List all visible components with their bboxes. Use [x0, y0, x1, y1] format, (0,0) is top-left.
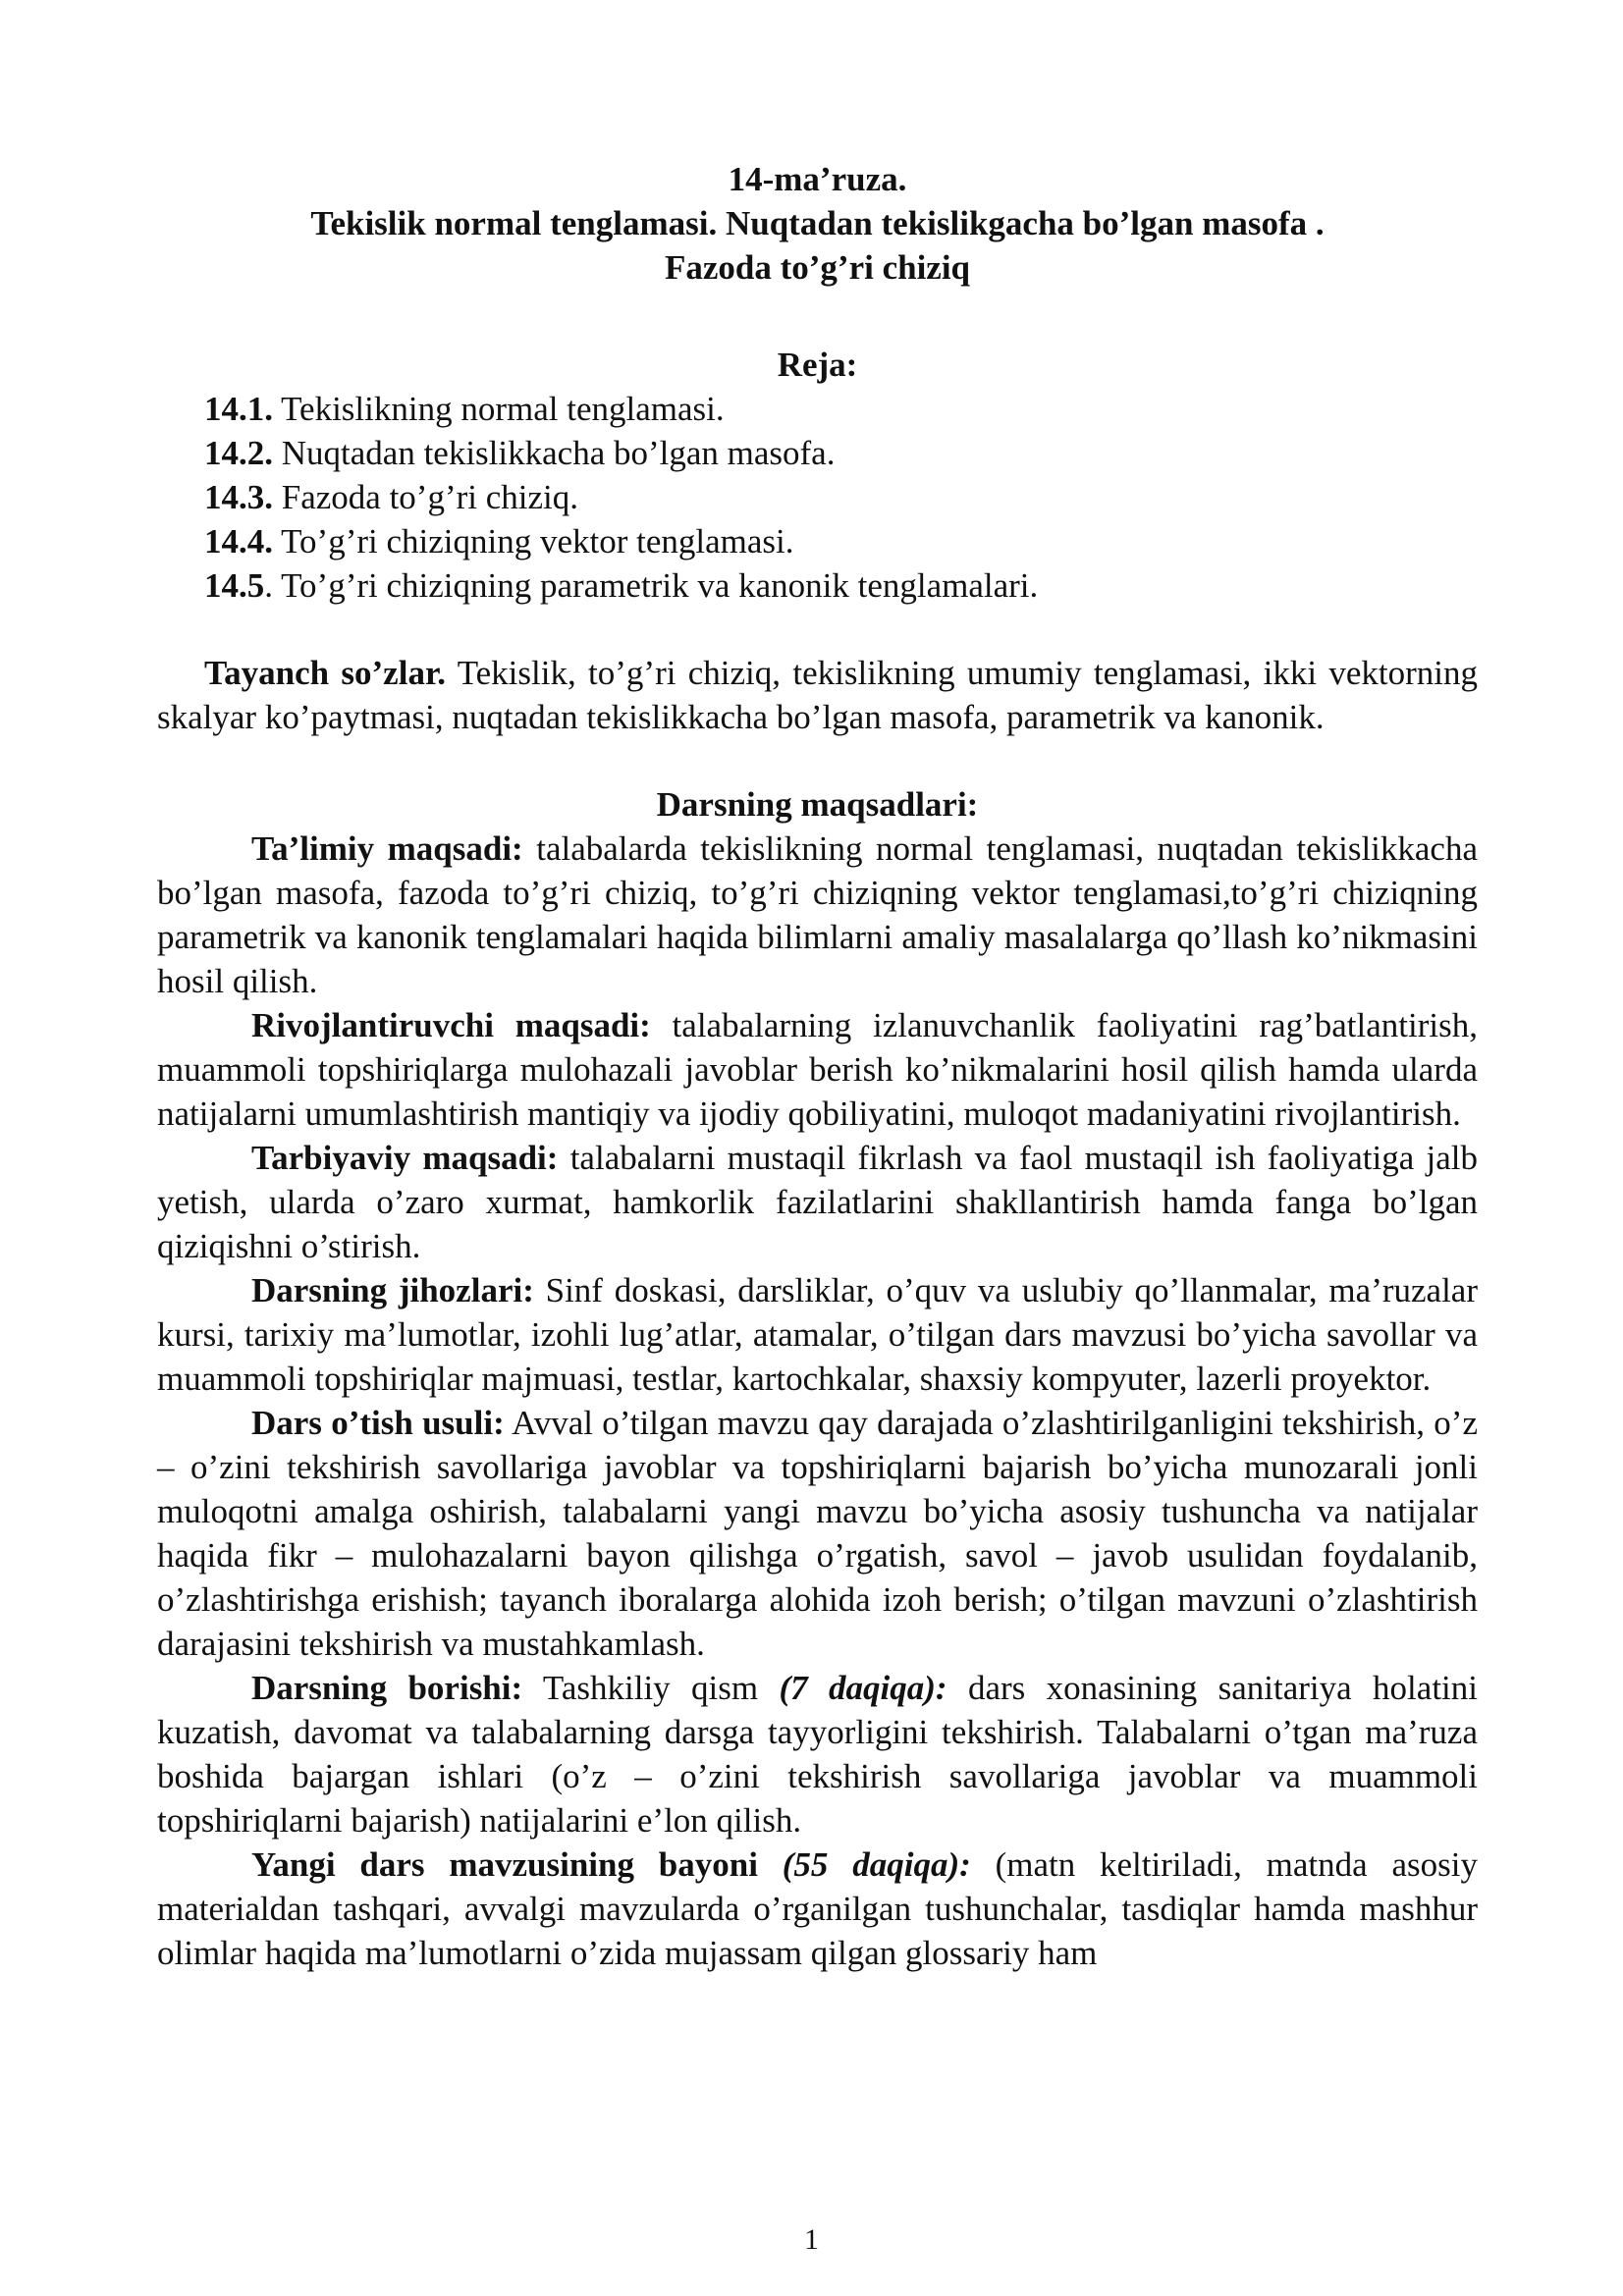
teaching-method-paragraph [157, 1401, 1478, 1666]
developmental-goal-label: Rivojlantiruvchi maqsadi: [251, 1006, 651, 1044]
upbringing-goal-label: Tarbiyaviy maqsadi: [251, 1139, 559, 1177]
lesson-course-intro: Tashkiliy qism [522, 1669, 780, 1707]
title-line-2: Fazoda to’g’ri chiziq [664, 248, 971, 287]
lesson-course-label: Darsning borishi: [251, 1669, 523, 1707]
keywords-label: Tayanch so’zlar. [204, 654, 447, 692]
plan-item-number: 14.2. [204, 434, 273, 472]
educational-goal-text: talabalarda tekislikning normal tenglamasi, nuqtadan tekislikkacha bo’lgan masofa, fazoda to’g’ri chiziq, to’g’ri chiziqning vektor tenglamasi,to’g’ri chiziqning parametrik va kanonik tenglamalari haqida bilimlarni amaliy masalalarga qo’llash ko’nikmasini hosil qilish. [157, 829, 1478, 1000]
new-topic-duration: (55 daqiqa): [757, 1845, 971, 1884]
developmental-goal-text: talabalarning izlanuvchanlik faoliyatini rag’batlantirish, muammoli topshiriqlarga mulohazali javoblar berish ko’nikmalarini hosil qilish hamda ularda natijalarni umumlashtirish mantiqiy va ijodiy qobiliyatini, muloqot madaniyatini rivojlantirish. [157, 1006, 1478, 1133]
plan-list [157, 387, 1478, 608]
upbringing-goal-text: talabalarni mustaqil fikrlash va faol mustaqil ish faoliyatiga jalb yetish, ularda o’zaro xurmat, hamkorlik fazilatlarini shakllantirish hamda fanga bo’lgan qiziqishni o’stirish. [157, 1139, 1478, 1265]
plan-item [204, 519, 1478, 563]
equipment-text: Sinf doskasi, darsliklar, o’quv va uslubiy qo’llanmalar, ma’ruzalar kursi, tarixiy ma’lumotlar, izohli lug’atlar, atamalar, o’tilgan dars mavzusi bo’yicha savollar va muammoli topshiriqlar majmuasi, testlar, kartochkalar, shaxsiy kompyuter, lazerli proyektor. [157, 1271, 1478, 1398]
teaching-method-text: Avval o’tilgan mavzu qay darajada o’zlashtirilganligini tekshirish, o’z – o’zini tekshirish savollariga javoblar va topshiriqlarni bajarish bo’yicha munozarali jonli muloqotni amalga oshirish, talabalarni yangi mavzu bo’yicha asosiy tushuncha va natijalar haqida fikr – mulohazalarni bayon qilishga o’rgatish, savol – javob usulidan foydalanib, o’zlashtirishga erishish; tayanch iboralarga alohida izoh berish; o’tilgan mavzuni o’zlashtirish darajasini tekshirish va mustahkamlash. [157, 1404, 1478, 1663]
plan-item-number: 14.1. [204, 390, 273, 428]
document-title [157, 157, 1478, 290]
page-number: 1 [804, 2223, 819, 2256]
equipment-paragraph [157, 1268, 1478, 1401]
plan-item [204, 475, 1478, 519]
educational-goal-paragraph [157, 827, 1478, 1003]
plan-item-number: 14.5 [204, 566, 265, 605]
educational-goal-label: Ta’limiy maqsadi: [251, 829, 523, 868]
lesson-course-text: dars xonasining sanitariya holatini kuzatish, davomat va talabalarning darsga tayyorligini tekshirish. Talabalarni o’tgan ma’ruza boshida bajargan ishlari (o’z – o’zini tekshirish savollariga javoblar va muammoli topshiriqlarni bajarish) natijalarini e’lon qilish. [157, 1669, 1478, 1840]
lesson-course-paragraph [157, 1666, 1478, 1842]
teaching-method-label: Dars o’tish usuli: [251, 1404, 505, 1442]
equipment-label: Darsning jihozlari: [251, 1271, 534, 1309]
plan-item [204, 387, 1478, 431]
lesson-course-duration: (7 daqiqa): [779, 1669, 947, 1707]
new-topic-paragraph [157, 1842, 1478, 1975]
plan-item-text: To’g’ri chiziqning vektor tenglamasi. [273, 522, 794, 561]
title-line-1: Tekislik normal tenglamasi. Nuqtadan tekislikgacha bo’lgan masofa . [310, 204, 1325, 242]
plan-heading: Reja: [777, 346, 858, 384]
keywords-text: Tekislik, to’g’ri chiziq, tekislikning umumiy tenglamasi, ikki vektorning skalyar ko’paytmasi, nuqtadan tekislikkacha bo’lgan masofa, parametrik va kanonik. [157, 654, 1478, 736]
new-topic-text: (matn keltiriladi, matnda asosiy materialdan tashqari, avvalgi mavzularda o’rganilgan tushunchalar, tasdiqlar hamda mashhur olimlar haqida ma’lumotlarni o’zida mujassam qilgan glossariy ham [157, 1845, 1478, 1972]
plan-item-text: Fazoda to’g’ri chiziq. [273, 478, 579, 516]
plan-item-text: Nuqtadan tekislikkacha bo’lgan masofa. [273, 434, 836, 472]
document-page [157, 147, 1478, 1975]
plan-item [204, 431, 1478, 475]
plan-item [204, 563, 1478, 608]
plan-item-text: Tekislikning normal tenglamasi. [273, 390, 725, 428]
developmental-goal-paragraph [157, 1003, 1478, 1136]
plan-item-number: 14.3. [204, 478, 273, 516]
plan-item-number: 14.4. [204, 522, 273, 561]
plan-item-text: . To’g’ri chiziqning parametrik va kanonik tenglamalari. [264, 566, 1039, 605]
lecture-number: 14-ma’ruza. [728, 160, 907, 198]
goals-heading: Darsning maqsadlari: [656, 785, 979, 824]
new-topic-label: Yangi dars mavzusining bayoni [251, 1845, 758, 1884]
upbringing-goal-paragraph [157, 1136, 1478, 1268]
keywords-paragraph [157, 651, 1478, 739]
